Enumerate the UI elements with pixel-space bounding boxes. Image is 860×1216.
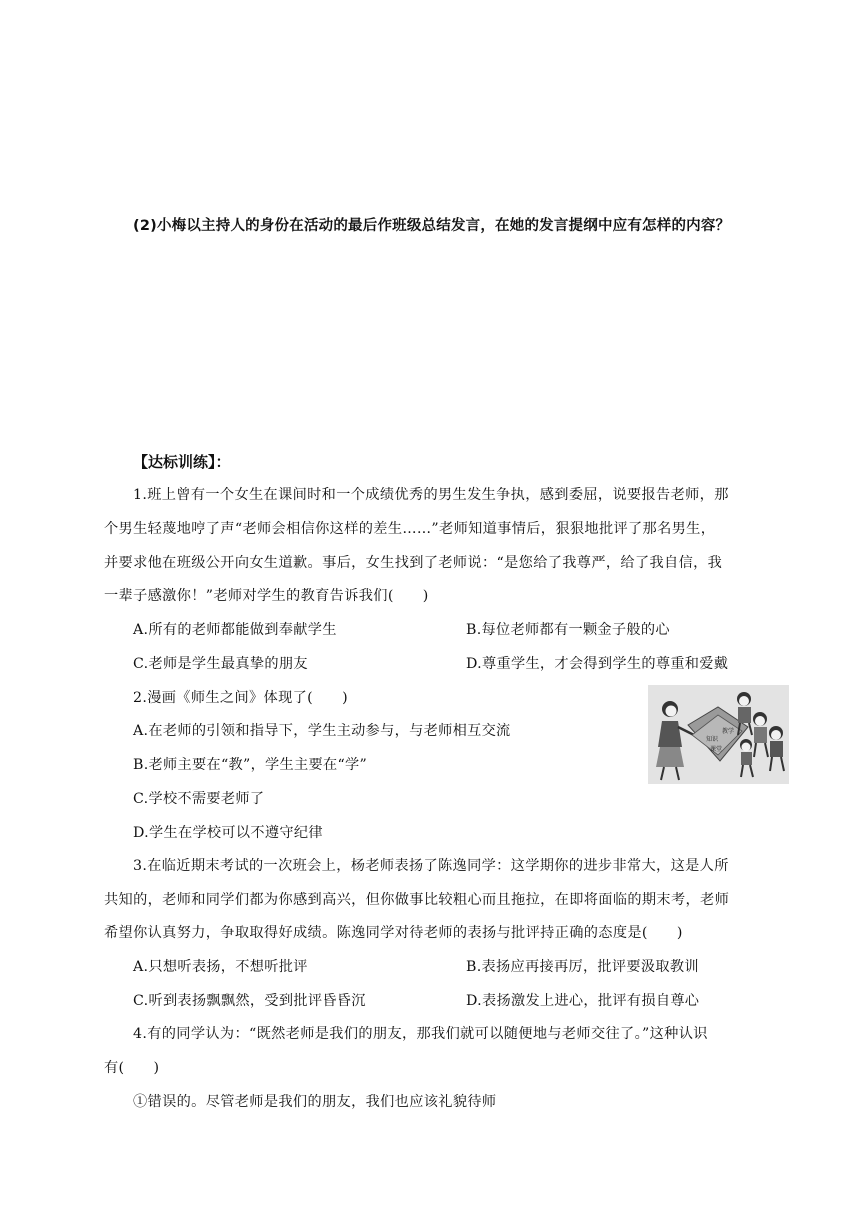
section-title: 【达标训练】： [133,453,231,471]
cartoon-label-3: 课堂 [710,746,723,753]
q2-option-d: D.学生在学校可以不遵守纪律 [133,825,323,841]
q1-option-d: D.尊重学生，才会得到学生的尊重和爱戴 [466,656,729,672]
q2-stem: 2.漫画《师生之间》体现了( ) [133,690,348,706]
q1-stem-line-2: 个男生轻蔑地哼了声“老师会相信你这样的差生……”老师知道事情后，狠狠地批评了那名男生， [104,521,716,537]
q3-option-d: D.表扬激发上进心，批评有损自尊心 [466,993,700,1009]
q1-stem-line-1: 1.班上曾有一个女生在课间时和一个成绩优秀的男生发生争执，感到委屈，说要报告老师，那 [133,487,729,503]
q3-option-a: A.只想听表扬，不想听批评 [133,959,308,975]
q2-option-a: A.在老师的引领和指导下，学生主动参与，与老师相互交流 [133,723,511,739]
q3-stem-line-1: 3.在临近期末考试的一次班会上，杨老师表扬了陈逸同学：这学期你的进步非常大，这是人所 [133,858,729,874]
teacher-students-cartoon [648,685,789,784]
q1-option-c: C.老师是学生最真挚的朋友 [133,656,308,672]
q2-option-b: B.老师主要在“教”，学生主要在“学” [133,757,368,773]
q4-stem-line-1: 4.有的同学认为：“既然老师是我们的朋友，那我们就可以随便地与老师交往了。”这种认识 [133,1026,708,1042]
q1-stem-line-4: 一辈子感激你！”老师对学生的教育告诉我们( ) [104,588,429,604]
q3-stem-line-3: 希望你认真努力，争取取得好成绩。陈逸同学对待老师的表扬与批评持正确的态度是( ) [104,925,683,941]
q3-option-b: B.表扬应再接再厉，批评要汲取教训 [466,959,699,975]
q3-option-c: C.听到表扬飘飘然，受到批评昏昏沉 [133,993,366,1009]
q1-option-a: A.所有的老师都能做到奉献学生 [133,622,337,638]
question2-prompt: (2)小梅以主持人的身份在活动的最后作班级总结发言，在她的发言提纲中应有怎样的内容？ [133,218,731,234]
cartoon-label-2: 教学 [722,728,735,735]
q3-stem-line-2: 共知的，老师和同学们都为你感到高兴，但你做事比较粗心而且拖拉，在即将面临的期末考，老师 [104,892,730,908]
q2-option-c: C.学校不需要老师了 [133,791,265,807]
q1-stem-line-3: 并要求他在班级公开向女生道歉。事后，女生找到了老师说：“是您给了我尊严，给了我自信，我 [104,555,723,571]
q4-item-1: ①错误的。尽管老师是我们的朋友，我们也应该礼貌待师 [133,1094,497,1110]
q4-stem-line-2: 有( ) [104,1060,160,1076]
q1-option-b: B.每位老师都有一颗金子般的心 [466,622,670,638]
cartoon-label-1: 知识 [706,736,719,743]
